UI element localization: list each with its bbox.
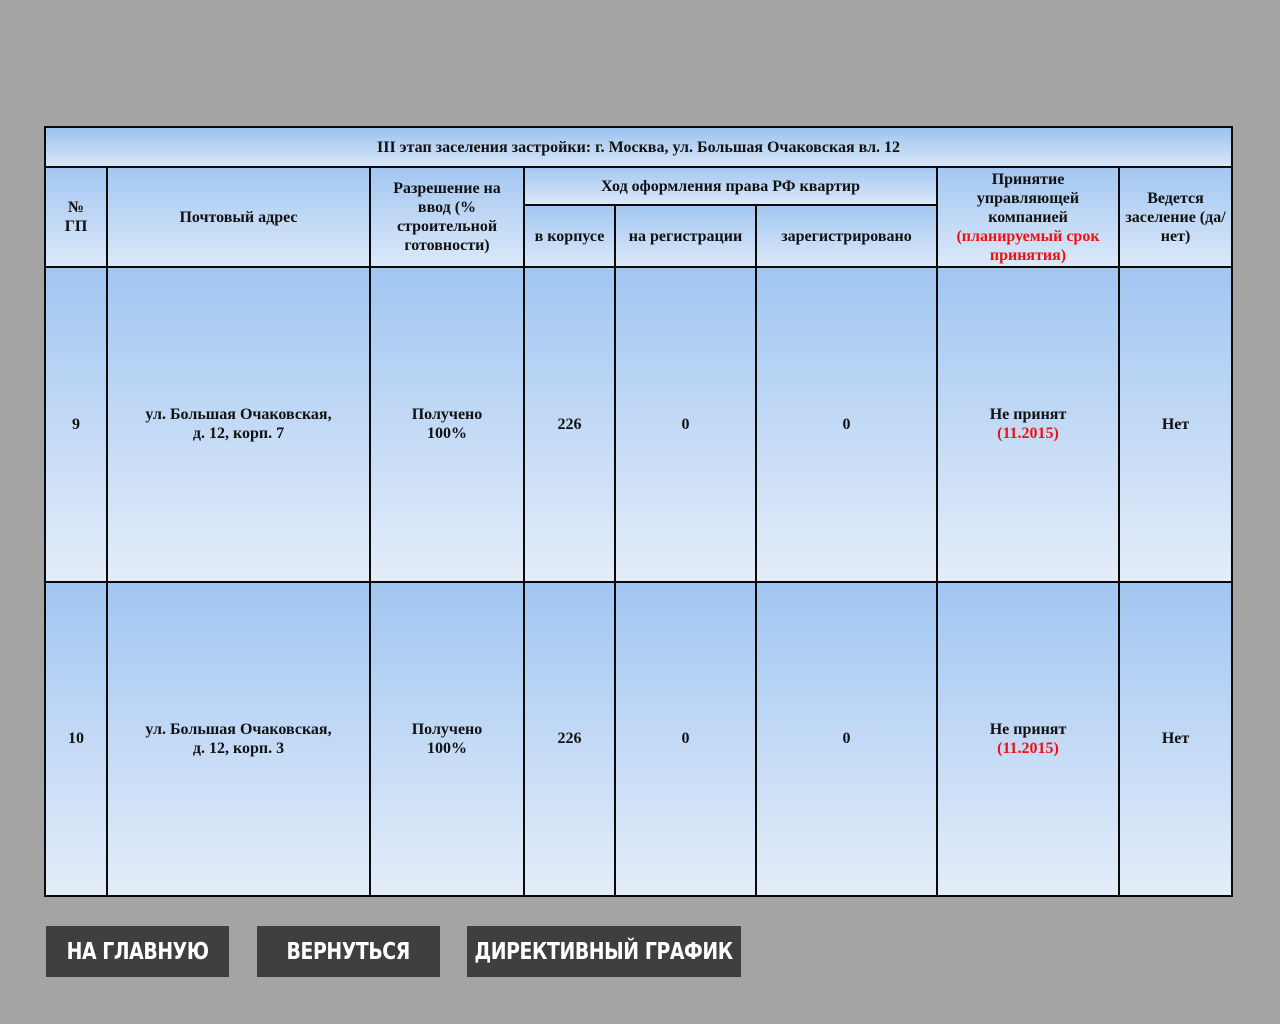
- table-row: [45, 267, 1232, 581]
- cell-accepted: [937, 267, 1119, 581]
- cell-registered: 0: [756, 582, 937, 896]
- accepted-date: (11.2015): [997, 739, 1059, 757]
- header-progress-group: Ход оформления права РФ квартир: [524, 167, 937, 205]
- cell-permit: Получено 100%: [370, 267, 524, 581]
- cell-in-building: 226: [524, 267, 615, 581]
- header-accepted-note: (планируемый срок принятия): [956, 227, 1100, 264]
- cell-num: 10: [45, 582, 107, 896]
- cell-on-registration: 0: [615, 267, 756, 581]
- header-registered: зарегистрировано: [756, 205, 937, 267]
- schedule-button-label: ДИРЕКТИВНЫЙ ГРАФИК: [474, 938, 734, 965]
- back-button-label: ВЕРНУТЬСЯ: [286, 938, 411, 965]
- header-num: № ГП: [45, 167, 107, 267]
- header-permit: Разрешение на ввод (% строительной готовности): [370, 167, 524, 267]
- header-accepted: [937, 167, 1119, 267]
- back-button[interactable]: [257, 926, 440, 977]
- schedule-button[interactable]: [467, 926, 741, 977]
- settlement-table: [44, 126, 1233, 897]
- header-in-building: в корпусе: [524, 205, 615, 267]
- table-title: III этап заселения застройки: г. Москва, ул. Большая Очаковская вл. 12: [45, 127, 1232, 167]
- home-button-label: НА ГЛАВНУЮ: [66, 938, 209, 965]
- home-button[interactable]: [46, 926, 229, 977]
- cell-num: 9: [45, 267, 107, 581]
- cell-on-registration: 0: [615, 582, 756, 896]
- header-settling: Ведется заселение (да/нет): [1119, 167, 1232, 267]
- accepted-date: (11.2015): [997, 425, 1059, 443]
- header-on-registration: на регистрации: [615, 205, 756, 267]
- header-accepted-label: Принятие управляющей компанией: [976, 170, 1080, 226]
- cell-in-building: 226: [524, 582, 615, 896]
- accepted-status: Не принят: [989, 406, 1067, 424]
- cell-registered: 0: [756, 267, 937, 581]
- accepted-status: Не принят: [989, 720, 1067, 738]
- cell-accepted: [937, 582, 1119, 896]
- cell-address: ул. Большая Очаковская, д. 12, корп. 7: [107, 267, 370, 581]
- cell-settling: Нет: [1119, 267, 1232, 581]
- header-address: Почтовый адрес: [107, 167, 370, 267]
- cell-settling: Нет: [1119, 582, 1232, 896]
- cell-address: ул. Большая Очаковская, д. 12, корп. 3: [107, 582, 370, 896]
- table-row: [45, 582, 1232, 896]
- cell-permit: Получено 100%: [370, 582, 524, 896]
